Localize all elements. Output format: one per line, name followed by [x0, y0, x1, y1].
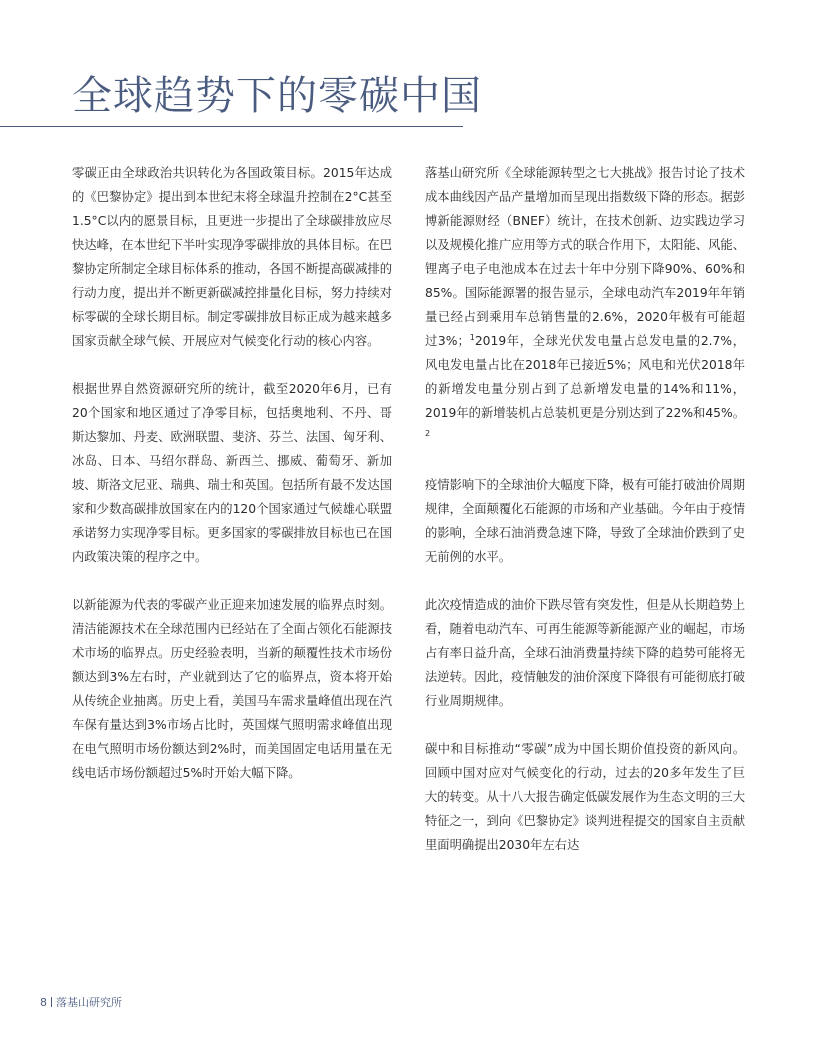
page-title: 全球趋势下的零碳中国: [72, 73, 482, 119]
paragraph-net-zero-countries: 根据世界自然资源研究所的统计，截至2020年6月，已有20个国家和地区通过了净零目标，包括奥地利、不丹、哥斯达黎加、丹麦、欧洲联盟、斐济、芬兰、法国、匈牙利、冰岛、日本、马绍尔群岛、新西兰、挪威、葡萄牙、新加坡、斯洛文尼亚、瑞典、瑞士和英国。包括所有最不发达国家和少数高碳排放国家在内的120个国家通过气候雄心联盟承诺努力实现净零目标。更多国家的零碳排放目标也已在国内政策决策的程序之中。: [72, 382, 392, 564]
paragraph-oil-cycle: 此次疫情造成的油价下跌尽管有突发性，但是从长期趋势上看，随着电动汽车、可再生能源等新能源产业的崛起，市场占有率日益升高，全球石油消费量持续下降的趋势可能将无法逆转。因此，疫情触发的油价深度下降很有可能彻底打破行业周期规律。: [425, 598, 745, 708]
footer-org-name: 落基山研究所: [56, 996, 122, 1009]
right-column: [425, 161, 745, 881]
paragraph-carbon-neutrality: 碳中和目标推动“零碳”成为中国长期价值投资的新风向。回顾中国对应对气候变化的行动，过去的20多年发生了巨大的转变。从十八大报告确定低碳发展作为生态文明的三大特征之一，到向《巴黎协定》谈判进程提交的国家自主贡献里面明确提出2030年左右达: [425, 742, 745, 852]
paragraph-tipping-point: 以新能源为代表的零碳产业正迎来加速发展的临界点时刻。清洁能源技术在全球范围内已经站在了全面占领化石能源技术市场的临界点。历史经验表明，当新的颠覆性技术市场份额达到3%左右时，产业就到达了它的临界点，资本将开始从传统企业抽离。历史上看，美国马车需求量峰值出现在汽车保有量达到3%市场占比时，英国煤气照明需求峰值出现在电气照明市场份额达到2%时，而美国固定电话用量在无线电话市场份额超过5%时开始大幅下降。: [72, 598, 392, 780]
paragraph-cost-curve: [425, 161, 745, 449]
footnote-ref-1: 1: [469, 332, 475, 342]
left-column: [72, 161, 392, 809]
footer-separator: [51, 997, 52, 1007]
paragraph-cost-curve-part1: 落基山研究所《全球能源转型之七大挑战》报告讨论了技术成本曲线因产品产量增加而呈现出指数级下降的形态。据彭博新能源财经（BNEF）统计，在技术创新、边实践边学习以及规模化推广应用等方式的联合作用下，太阳能、风能、锂离子电子电池成本在过去十年中分别下降90%、60%和85%。国际能源署的报告显示，全球电动汽车2019年年销量已经占到乘用车总销售量的2.6%，2020年极有可能超过3%；: [425, 166, 745, 348]
page-number: 8: [40, 996, 47, 1009]
paragraph-cost-curve-part2: 2019年，全球光伏发电量占总发电量的2.7%，风电发电量占比在2018年已接近5%；风电和光伏2018年的新增发电量分别占到了总新增发电量的14%和11%，2019年的新增装机占总装机更是分别达到了22%和45%。: [425, 334, 745, 420]
footnote-ref-2: 2: [425, 428, 431, 438]
page-footer: [40, 996, 122, 1010]
title-divider: [0, 126, 463, 127]
paragraph-paris-agreement: 零碳正由全球政治共识转化为各国政策目标。2015年达成的《巴黎协定》提出到本世纪末将全球温升控制在2°C甚至1.5°C以内的愿景目标，且更进一步提出了全球碳排放应尽快达峰，在本世纪下半叶实现净零碳排放的具体目标。在巴黎协定所制定全球目标体系的推动，各国不断提高碳减排的行动力度，提出并不断更新碳减控排量化目标，努力持续对标零碳的全球长期目标。制定零碳排放目标正成为越来越多国家贡献全球气候、开展应对气候变化行动的核心内容。: [72, 166, 392, 348]
paragraph-oil-price-drop: 疫情影响下的全球油价大幅度下降，极有可能打破油价周期规律，全面颠覆化石能源的市场和产业基础。今年由于疫情的影响，全球石油消费急速下降，导致了全球油价跌到了史无前例的水平。: [425, 478, 745, 564]
